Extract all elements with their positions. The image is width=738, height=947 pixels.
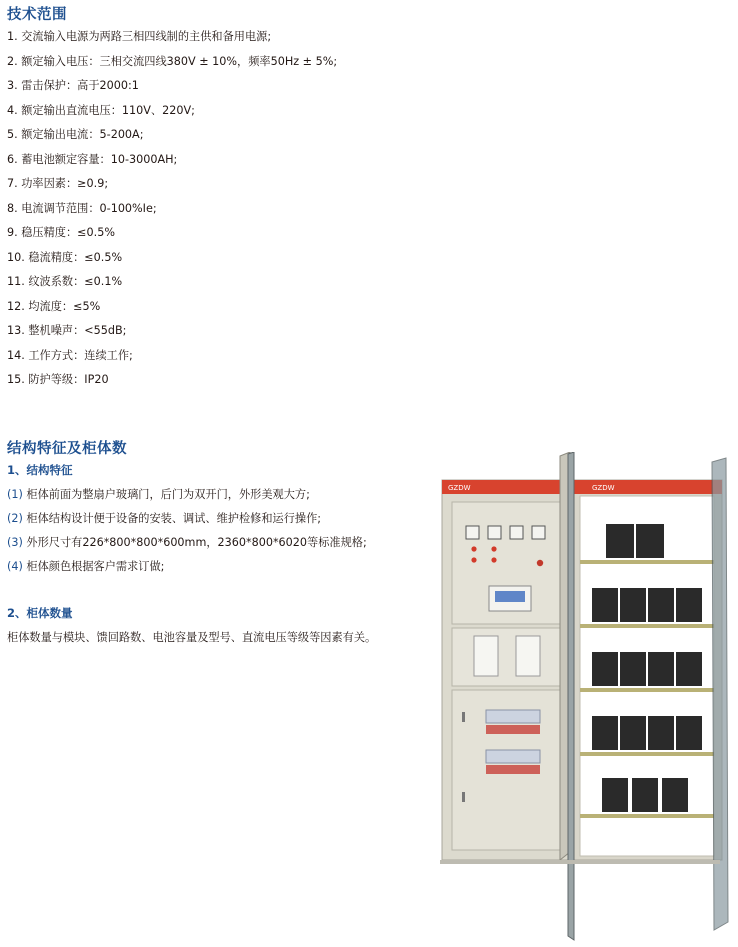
- breaker-row: [486, 765, 540, 774]
- feature-text: 外形尺寸有226*800*800*600mm，2360*800*6020等标准规格;: [22, 536, 367, 549]
- spec-item: 9. 稳压精度：≤0.5%: [7, 226, 115, 239]
- spec-item: 10. 稳流精度：≤0.5%: [7, 250, 123, 264]
- subsection-title-quantity: 2、柜体数量: [7, 606, 73, 620]
- feature-number: (4): [7, 560, 23, 573]
- spec-item: 1. 交流输入电源为两路三相四线制的主供和备用电源;: [7, 30, 272, 43]
- center-door-edge: [568, 452, 574, 940]
- right-cabinet-label: GZDW: [592, 484, 615, 492]
- right-open-door: [712, 458, 728, 930]
- section-title-tech-scope: 技术范围: [7, 7, 67, 23]
- spec-item: 15. 防护等级：IP20: [7, 373, 109, 386]
- quantity-description: 柜体数量与模块、馈回路数、电池容量及型号、直流电压等级等因素有关。: [7, 631, 377, 644]
- spec-item: 11. 纹波系数：≤0.1%: [7, 275, 123, 288]
- cabinet-photo: [432, 452, 732, 942]
- feature-item: [7, 486, 367, 510]
- rectifier-module: [474, 636, 498, 676]
- spec-item: 3. 雷击保护：高于2000:1: [7, 79, 139, 92]
- spec-item: 2. 额定输入电压：三相交流四线380V ± 10%，频率50Hz ± 5%;: [7, 54, 338, 68]
- cabinet-base: [440, 860, 720, 864]
- spec-item: 13. 整机噪声：<55dB;: [7, 324, 127, 337]
- rectifier-module: [516, 636, 540, 676]
- control-display-screen: [495, 591, 525, 602]
- spec-list: [7, 28, 337, 396]
- door-handle: [462, 712, 465, 722]
- subsection-title-features: 1、结构特征: [7, 463, 73, 477]
- feature-text: 柜体结构设计便于设备的安装、调试、维护检修和运行操作;: [22, 512, 322, 525]
- spec-item: 8. 电流调节范围：0-100%Ie;: [7, 201, 157, 215]
- feature-item: [7, 558, 367, 582]
- feature-number: (1): [7, 488, 23, 501]
- spec-item: 7. 功率因素：≥0.9;: [7, 177, 109, 190]
- feature-number: (2): [7, 512, 23, 525]
- breaker-row: [486, 725, 540, 734]
- door-handle: [462, 792, 465, 802]
- spec-item: 6. 蓄电池额定容量：10-3000AH;: [7, 152, 178, 166]
- feature-item: [7, 534, 367, 558]
- left-cabinet-label: GZDW: [448, 484, 471, 492]
- spec-item: 5. 额定输出电流：5-200A;: [7, 128, 144, 141]
- breaker-row: [486, 710, 540, 723]
- feature-text: 柜体颜色根据客户需求订做;: [22, 560, 165, 573]
- feature-list: [7, 486, 367, 582]
- spec-item: 4. 额定输出直流电压：110V、220V;: [7, 103, 195, 117]
- spec-item: 14. 工作方式：连续工作;: [7, 348, 133, 362]
- spec-item: 12. 均流度：≤5%: [7, 299, 101, 313]
- feature-item: [7, 510, 367, 534]
- module-panel: [452, 628, 560, 686]
- breaker-row: [486, 750, 540, 763]
- section-title-structure: 结构特征及柜体数: [7, 441, 127, 457]
- feature-text: 柜体前面为整扇户玻璃门，后门为双开门，外形美观大方;: [22, 488, 310, 501]
- feature-number: (3): [7, 536, 23, 549]
